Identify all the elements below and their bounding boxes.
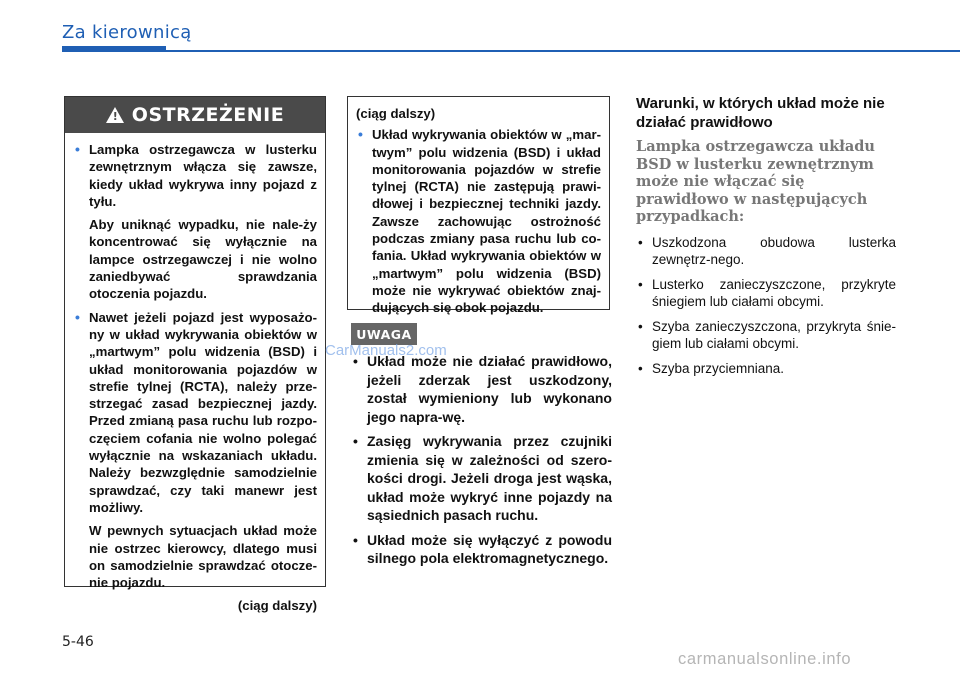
continuation-box — [347, 96, 610, 316]
warning-triangle-icon: ! — [106, 107, 124, 123]
warning-paragraph-1: Aby uniknąć wypadku, nie nale-ży koncentrować się wyłącznie na lampce ostrzegawczej i nie wolno zaniedbywać sprawdzania otoczenia pojazdu. — [89, 217, 317, 302]
warning-bullet-1: • Lampka ostrzegawcza w lusterku zewnętrznym włącza się zawsze, kiedy układ wykrywa inny pojazd z tyłu. — [73, 141, 317, 210]
note-item-3: • Układ może się wyłączyć z powodu silnego pola elektromagnetycznego. — [351, 531, 612, 568]
header-rule-accent — [62, 46, 166, 52]
watermark-bottom: carmanualsonline.info — [678, 650, 852, 668]
conditions-list — [636, 234, 896, 377]
conditions-section — [636, 94, 896, 385]
warning-title: OSTRZEŻENIE — [131, 104, 285, 126]
conditions-item-3: • Szyba zanieczyszczona, przykryta śnie-giem lub ciałami obcymi. — [636, 318, 896, 352]
warning-header — [65, 97, 325, 133]
note-item-1: • Układ może nie działać prawidłowo, jeżeli zderzak jest uszkodzony, został wymieniony lub wykonano jego napra-wę. — [351, 352, 612, 426]
continuation-bullet: • Układ wykrywania obiektów w „mar-twym” polu widzenia (BSD) i układ monitorowania pojazdów w strefie tylnej (RCTA) nie zastępują prawi-dłowej i bezpiecznej techniki jazdy. Zawsze zachowując ostrożność podczas zmiany pasa ruchu lub co-fania. Układ wykrywania obiektów w „martwym” polu widzenia (BSD) może nie wykrywać obiektów znaj-dujących się obok pojazdu. — [356, 126, 601, 316]
warning-continued: (ciąg dalszy) — [237, 598, 317, 614]
note-item-2: • Zasięg wykrywania przez czujniki zmienia się w zależności od szero-kości drogi. Jeżeli droga jest wąska, układ może wykryć inne pojazdy na sąsiednich pasach ruchu. — [351, 432, 612, 525]
note-body — [351, 352, 612, 574]
header-rule — [62, 50, 960, 52]
conditions-subheading: Lampka ostrzegawcza układu BSD w lusterku zewnętrznym może nie włączać się prawidłowo w następujących przypadkach: — [636, 138, 875, 225]
page-number: 5-46 — [62, 634, 94, 650]
conditions-item-2: • Lusterko zanieczyszczone, przykryte śniegiem lub ciałami obcymi. — [636, 276, 896, 310]
conditions-item-1: • Uszkodzona obudowa lusterka zewnętrz-nego. — [636, 234, 896, 268]
watermark-mid: CarManuals2.com — [325, 342, 447, 359]
warning-bullet-2: • Nawet jeżeli pojazd jest wyposażo-ny w układ wykrywania obiektów w „martwym” polu widzenia (BSD) i układ monitorowania pojazdów w strefie tylnej (RCTA), należy prze-strzegać zasad bezpiecznej jazdy. Przed zmianą pasa ruchu lub rozpo-częciem cofania nie wolno polegać wyłącznie na wskazaniach układu. Należy bezwzględnie samodzielnie sprawdzać, czy taki manewr jest możliwy. — [73, 309, 317, 517]
conditions-heading: Warunki, w których układ może nie działać prawidłowo — [636, 95, 885, 131]
note-label: UWAGA — [351, 323, 417, 345]
conditions-item-4: • Szyba przyciemniana. — [636, 360, 896, 377]
continuation-label: (ciąg dalszy) — [356, 106, 436, 121]
section-title: Za kierownicą — [62, 22, 192, 43]
warning-box — [64, 96, 326, 614]
warning-paragraph-2: W pewnych sytuacjach układ może nie ostrzec kierowcy, dlatego musi on samodzielnie sprawdzać otocze-nie pojazdu. — [89, 523, 317, 591]
warning-body — [65, 133, 325, 615]
